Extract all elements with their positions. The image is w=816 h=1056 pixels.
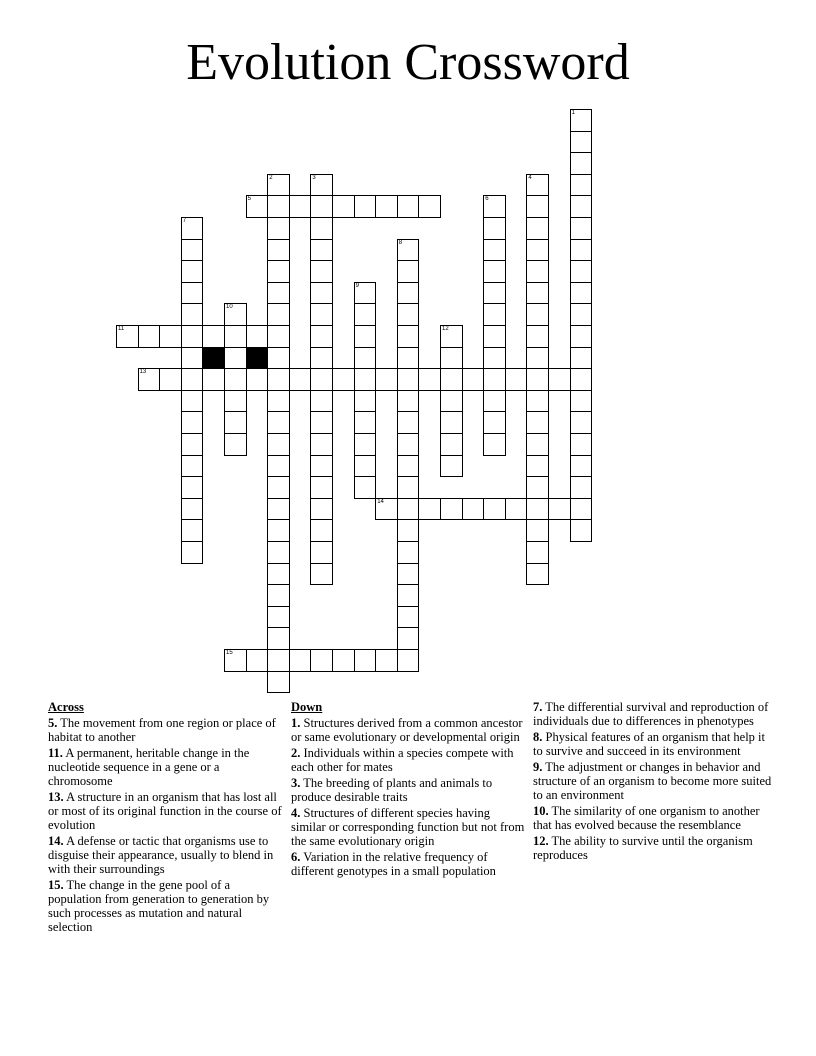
clue-number-label: 9: [355, 282, 359, 289]
grid-cell[interactable]: [462, 368, 485, 391]
grid-cell[interactable]: [267, 195, 290, 218]
grid-cell[interactable]: [246, 368, 269, 391]
grid-cell[interactable]: [526, 455, 549, 478]
grid-cell[interactable]: [267, 671, 290, 694]
clue-item: [533, 804, 773, 832]
clue-text: The movement from one region or place of habitat to another: [48, 716, 276, 744]
clue-number: 13.: [48, 790, 64, 804]
grid-cell[interactable]: [570, 476, 593, 499]
grid-cell[interactable]: [397, 649, 420, 672]
grid-cell[interactable]: [483, 282, 506, 305]
grid-cell[interactable]: [375, 195, 398, 218]
grid-cell[interactable]: [570, 239, 593, 262]
grid-cell[interactable]: [181, 282, 204, 305]
grid-cell[interactable]: [181, 325, 204, 348]
grid-cell[interactable]: [138, 368, 161, 391]
grid-cell[interactable]: [397, 519, 420, 542]
grid-cell[interactable]: [397, 563, 420, 586]
grid-cell[interactable]: [310, 347, 333, 370]
grid-cell[interactable]: [570, 217, 593, 240]
grid-cell[interactable]: [224, 325, 247, 348]
grid-cell[interactable]: [224, 411, 247, 434]
grid-cell[interactable]: [397, 584, 420, 607]
grid-cell[interactable]: [397, 411, 420, 434]
grid-cell[interactable]: [267, 217, 290, 240]
grid-cell[interactable]: [246, 649, 269, 672]
grid-cell[interactable]: [397, 476, 420, 499]
clue-item: [291, 806, 527, 848]
clue-text: Variation in the relative frequency of different genotypes in a small population: [291, 850, 496, 878]
grid-cell[interactable]: [483, 239, 506, 262]
grid-cell[interactable]: [202, 325, 225, 348]
clue-number-label: 8: [398, 239, 403, 246]
grid-cell[interactable]: [267, 390, 290, 413]
grid-cell[interactable]: [224, 649, 247, 672]
grid-cell[interactable]: [181, 368, 204, 391]
grid-cell[interactable]: [570, 109, 593, 132]
grid-cell[interactable]: [181, 519, 204, 542]
grid-cell[interactable]: [548, 368, 571, 391]
grid-cell[interactable]: [289, 368, 312, 391]
grid-cell[interactable]: [310, 174, 333, 197]
grid-cell[interactable]: [526, 347, 549, 370]
grid-cell[interactable]: [418, 195, 441, 218]
clue-item: [533, 730, 773, 758]
grid-cell[interactable]: [440, 498, 463, 521]
grid-cell[interactable]: [354, 368, 377, 391]
clue-text: The similarity of one organism to another that has evolved because the resemblance: [533, 804, 760, 832]
clue-text: Structures of different species having similar or corresponding function but not from the same evolutionary origin: [291, 806, 525, 848]
grid-cell[interactable]: [159, 368, 182, 391]
grid-cell[interactable]: [181, 239, 204, 262]
clue-number-label: 13: [139, 369, 147, 376]
grid-cell[interactable]: [354, 325, 377, 348]
grid-cell[interactable]: [570, 303, 593, 326]
down-clues: [291, 700, 527, 880]
clue-number: 6.: [291, 850, 301, 864]
clue-item: [48, 878, 283, 934]
clue-item: [291, 850, 527, 878]
grid-cell[interactable]: [310, 368, 333, 391]
grid-cell[interactable]: [526, 282, 549, 305]
grid-cell[interactable]: [397, 282, 420, 305]
across-heading: Across: [48, 700, 84, 714]
grid-cell[interactable]: [332, 368, 355, 391]
grid-cell[interactable]: [397, 498, 420, 521]
grid-cell[interactable]: [570, 368, 593, 391]
grid-cell[interactable]: [440, 455, 463, 478]
grid-cell[interactable]: [483, 195, 506, 218]
grid-cell[interactable]: [354, 411, 377, 434]
grid-cell[interactable]: [310, 260, 333, 283]
grid-cell[interactable]: [375, 649, 398, 672]
grid-cell[interactable]: [570, 390, 593, 413]
clue-text: Structures derived from a common ancestor or same evolutionary or developmental origin: [291, 716, 523, 744]
clue-text: The change in the gene pool of a population from generation to generation by such processes as mutation and natural selection: [48, 878, 270, 934]
clue-item: [291, 746, 527, 774]
grid-cell[interactable]: [397, 433, 420, 456]
black-cell: [246, 347, 269, 370]
grid-cell[interactable]: [418, 368, 441, 391]
grid-cell[interactable]: [570, 195, 593, 218]
grid-cell[interactable]: [354, 347, 377, 370]
clue-item: [291, 716, 527, 744]
grid-cell[interactable]: [397, 260, 420, 283]
black-cell: [202, 347, 225, 370]
grid-cell[interactable]: [181, 541, 204, 564]
grid-cell[interactable]: [310, 239, 333, 262]
grid-cell[interactable]: [440, 347, 463, 370]
grid-cell[interactable]: [181, 433, 204, 456]
clue-number-label: 4: [528, 174, 532, 181]
grid-cell[interactable]: [310, 455, 333, 478]
grid-cell[interactable]: [505, 498, 528, 521]
grid-cell[interactable]: [181, 303, 204, 326]
grid-cell[interactable]: [375, 368, 398, 391]
grid-cell[interactable]: [267, 519, 290, 542]
grid-cell[interactable]: [246, 325, 269, 348]
grid-cell[interactable]: [181, 390, 204, 413]
clue-number-label: 6: [485, 196, 489, 203]
grid-cell[interactable]: [526, 411, 549, 434]
grid-cell[interactable]: [462, 498, 485, 521]
clue-number: 10.: [533, 804, 549, 818]
grid-cell[interactable]: [440, 433, 463, 456]
grid-cell[interactable]: [224, 390, 247, 413]
grid-cell[interactable]: [159, 325, 182, 348]
grid-cell[interactable]: [116, 325, 139, 348]
grid-cell[interactable]: [440, 368, 463, 391]
grid-cell[interactable]: [181, 260, 204, 283]
grid-cell[interactable]: [375, 498, 398, 521]
grid-cell[interactable]: [570, 325, 593, 348]
grid-cell[interactable]: [397, 239, 420, 262]
grid-cell[interactable]: [202, 368, 225, 391]
grid-cell[interactable]: [483, 368, 506, 391]
clue-text: The ability to survive until the organism reproduces: [533, 834, 753, 862]
clue-number-label: 3: [312, 174, 316, 181]
grid-cell[interactable]: [397, 455, 420, 478]
grid-cell[interactable]: [440, 411, 463, 434]
grid-cell[interactable]: [397, 606, 420, 629]
grid-cell[interactable]: [267, 606, 290, 629]
grid-cell[interactable]: [267, 563, 290, 586]
clue-number: 8.: [533, 730, 543, 744]
down-heading: Down: [291, 700, 323, 714]
grid-cell[interactable]: [397, 347, 420, 370]
grid-cell[interactable]: [483, 390, 506, 413]
clue-number-label: 5: [247, 196, 251, 203]
grid-cell[interactable]: [354, 195, 377, 218]
grid-cell[interactable]: [440, 390, 463, 413]
grid-cell[interactable]: [224, 347, 247, 370]
clue-number: 12.: [533, 834, 549, 848]
grid-cell[interactable]: [526, 239, 549, 262]
clue-text: A permanent, heritable change in the nucleotide sequence in a gene or a chromosome: [48, 746, 250, 788]
grid-cell[interactable]: [570, 282, 593, 305]
grid-cell[interactable]: [354, 282, 377, 305]
grid-cell[interactable]: [570, 152, 593, 175]
clue-text: A structure in an organism that has lost all or most of its original function in the course of evolution: [48, 790, 282, 832]
grid-cell[interactable]: [483, 347, 506, 370]
clue-number: 5.: [48, 716, 58, 730]
grid-cell[interactable]: [354, 433, 377, 456]
grid-cell[interactable]: [354, 303, 377, 326]
grid-cell[interactable]: [267, 282, 290, 305]
grid-cell[interactable]: [570, 433, 593, 456]
grid-cell[interactable]: [354, 649, 377, 672]
grid-cell[interactable]: [267, 541, 290, 564]
clue-number: 4.: [291, 806, 301, 820]
grid-cell[interactable]: [224, 433, 247, 456]
clue-number-label: 12: [442, 326, 449, 332]
grid-cell[interactable]: [181, 498, 204, 521]
grid-cell[interactable]: [267, 411, 290, 434]
grid-cell[interactable]: [526, 195, 549, 218]
grid-cell[interactable]: [332, 195, 355, 218]
clue-number: 2.: [291, 746, 301, 760]
grid-cell[interactable]: [267, 303, 290, 326]
grid-cell[interactable]: [310, 390, 333, 413]
clue-number: 11.: [48, 746, 63, 760]
grid-cell[interactable]: [526, 217, 549, 240]
grid-cell[interactable]: [267, 498, 290, 521]
grid-cell[interactable]: [354, 390, 377, 413]
grid-cell[interactable]: [310, 433, 333, 456]
clue-item: [533, 834, 773, 862]
grid-cell[interactable]: [224, 303, 247, 326]
clue-item: [291, 776, 527, 804]
clue-text: The adjustment or changes in behavior and structure of an organism to become more suited to an environment: [533, 760, 772, 802]
grid-cell[interactable]: [310, 498, 333, 521]
clue-text: A defense or tactic that organisms use to disguise their appearance, usually to blend in with their surroundings: [48, 834, 274, 876]
grid-cell[interactable]: [526, 303, 549, 326]
grid-cell[interactable]: [267, 649, 290, 672]
grid-cell[interactable]: [267, 260, 290, 283]
grid-cell[interactable]: [267, 174, 290, 197]
grid-cell[interactable]: [570, 411, 593, 434]
grid-cell[interactable]: [570, 519, 593, 542]
grid-cell[interactable]: [548, 498, 571, 521]
grid-cell[interactable]: [354, 455, 377, 478]
grid-cell[interactable]: [267, 455, 290, 478]
clue-number-label: 10: [226, 304, 233, 311]
grid-cell[interactable]: [526, 260, 549, 283]
clue-number-label: 7: [182, 218, 187, 224]
grid-cell[interactable]: [181, 476, 204, 499]
clue-number-label: 2: [269, 174, 273, 181]
grid-cell[interactable]: [526, 541, 549, 564]
grid-cell[interactable]: [526, 174, 549, 197]
clue-number-label: 11: [118, 326, 125, 332]
clue-text: The differential survival and reproduction of individuals due to differences in phenotypes: [533, 700, 769, 728]
grid-cell[interactable]: [526, 519, 549, 542]
grid-cell[interactable]: [310, 303, 333, 326]
down-clues-continued: [533, 700, 773, 864]
grid-cell[interactable]: [570, 455, 593, 478]
grid-cell[interactable]: [397, 627, 420, 650]
grid-cell[interactable]: [310, 519, 333, 542]
grid-cell[interactable]: [505, 368, 528, 391]
grid-cell[interactable]: [440, 325, 463, 348]
grid-cell[interactable]: [310, 649, 333, 672]
grid-cell[interactable]: [354, 476, 377, 499]
grid-cell[interactable]: [310, 217, 333, 240]
grid-cell[interactable]: [267, 239, 290, 262]
clue-number: 15.: [48, 878, 64, 892]
grid-cell[interactable]: [526, 498, 549, 521]
clue-item: [48, 834, 283, 876]
clue-item: [533, 700, 773, 728]
grid-cell[interactable]: [267, 347, 290, 370]
clue-number: 3.: [291, 776, 301, 790]
clue-text: The breeding of plants and animals to produce desirable traits: [291, 776, 493, 804]
grid-cell[interactable]: [181, 455, 204, 478]
clue-item: [48, 790, 283, 832]
grid-cell[interactable]: [526, 325, 549, 348]
grid-cell[interactable]: [397, 325, 420, 348]
grid-cell[interactable]: [310, 282, 333, 305]
grid-cell[interactable]: [483, 325, 506, 348]
grid-cell[interactable]: [570, 260, 593, 283]
grid-cell[interactable]: [289, 195, 312, 218]
grid-cell[interactable]: [224, 368, 247, 391]
grid-cell[interactable]: [483, 303, 506, 326]
clue-number-label: 15: [226, 650, 233, 656]
grid-cell[interactable]: [418, 498, 441, 521]
grid-cell[interactable]: [310, 325, 333, 348]
grid-cell[interactable]: [310, 541, 333, 564]
grid-cell[interactable]: [570, 498, 593, 521]
grid-cell[interactable]: [181, 217, 204, 240]
grid-cell[interactable]: [397, 390, 420, 413]
grid-cell[interactable]: [332, 649, 355, 672]
grid-cell[interactable]: [267, 584, 290, 607]
grid-cell[interactable]: [526, 433, 549, 456]
clue-text: Individuals within a species compete with each other for mates: [291, 746, 514, 774]
page-title: Evolution Crossword: [186, 34, 630, 91]
grid-cell[interactable]: [570, 347, 593, 370]
grid-cell[interactable]: [310, 411, 333, 434]
clue-number: 9.: [533, 760, 543, 774]
grid-cell[interactable]: [246, 195, 269, 218]
grid-cell[interactable]: [397, 541, 420, 564]
grid-cell[interactable]: [397, 195, 420, 218]
grid-cell[interactable]: [526, 368, 549, 391]
grid-cell[interactable]: [267, 627, 290, 650]
grid-cell[interactable]: [397, 368, 420, 391]
grid-cell[interactable]: [181, 347, 204, 370]
clue-text: Physical features of an organism that help it to survive and succeed in its environment: [533, 730, 766, 758]
grid-cell[interactable]: [267, 325, 290, 348]
grid-cell[interactable]: [267, 433, 290, 456]
grid-cell[interactable]: [526, 563, 549, 586]
grid-cell[interactable]: [483, 260, 506, 283]
clue-number: 14.: [48, 834, 64, 848]
grid-cell[interactable]: [267, 476, 290, 499]
clue-number: 7.: [533, 700, 543, 714]
grid-cell[interactable]: [570, 174, 593, 197]
grid-cell[interactable]: [267, 368, 290, 391]
clue-number-label: 14: [377, 498, 384, 505]
grid-cell[interactable]: [483, 433, 506, 456]
clue-item: [48, 716, 283, 744]
grid-cell[interactable]: [310, 563, 333, 586]
clue-number-label: 1: [571, 110, 575, 116]
clue-item: [533, 760, 773, 802]
grid-cell[interactable]: [526, 390, 549, 413]
across-clues: [48, 700, 283, 936]
grid-cell[interactable]: [310, 195, 333, 218]
grid-cell[interactable]: [289, 649, 312, 672]
grid-cell[interactable]: [526, 476, 549, 499]
grid-cell[interactable]: [138, 325, 161, 348]
clue-number: 1.: [291, 716, 301, 730]
clue-item: [48, 746, 283, 788]
grid-cell[interactable]: [310, 476, 333, 499]
grid-cell[interactable]: [483, 498, 506, 521]
grid-cell[interactable]: [181, 411, 204, 434]
grid-cell[interactable]: [483, 217, 506, 240]
grid-cell[interactable]: [483, 411, 506, 434]
grid-cell[interactable]: [397, 303, 420, 326]
grid-cell[interactable]: [570, 131, 593, 154]
